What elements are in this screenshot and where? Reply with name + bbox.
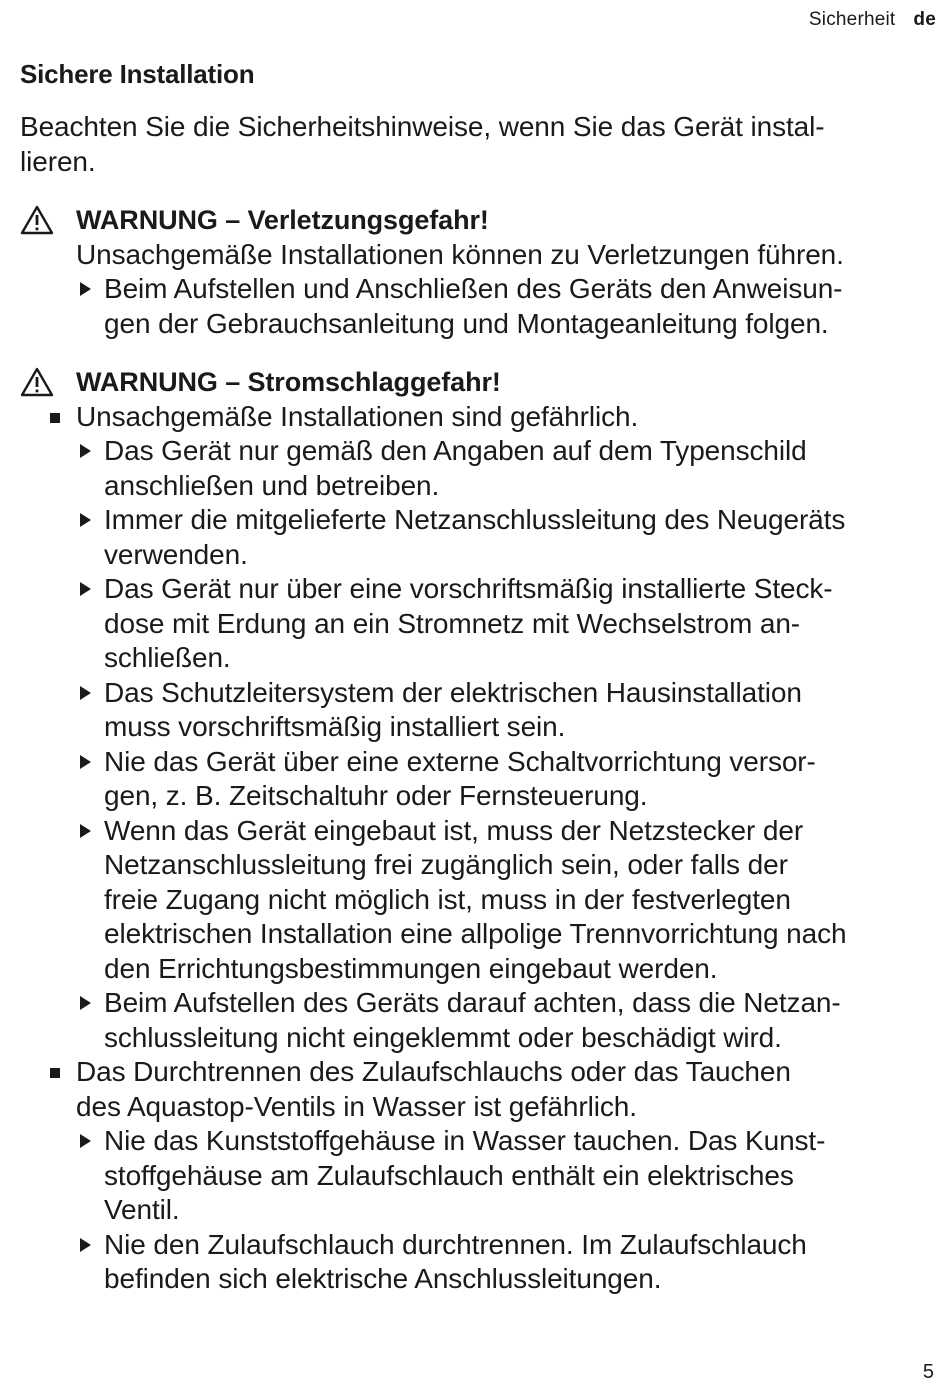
arrow-bullet-icon [80,513,91,527]
action-list [20,1124,940,1297]
action-text: Immer die mitgelieferte Netzanschlussleitung des Neugeräts verwenden. [104,504,846,570]
page-number: 5 [922,1361,934,1383]
hazard-item [20,1055,940,1297]
action-item [20,434,940,503]
arrow-bullet-icon [80,755,91,769]
warning-triangle-icon [20,367,54,397]
arrow-bullet-icon [80,686,91,700]
action-text: Beim Aufstellen des Geräts darauf achten, dass die Netzan- schlussleitung nicht eingeklemmt oder beschädigt wird. [104,987,841,1053]
action-text: Wenn das Gerät eingebaut ist, muss der Netzstecker der Netzanschlussleitung frei zugänglich sein, oder falls der freie Zugang nicht möglich ist, muss in der festverlegten elektrischen Installation eine allpolige Trennvorrichtung nach den Errichtungsbestimmungen eingebaut werden. [104,814,847,984]
arrow-bullet-icon [80,1134,91,1148]
arrow-bullet-icon [80,996,91,1010]
action-text: Nie das Gerät über eine externe Schaltvorrichtung versor- gen, z. B. Zeitschaltuhr oder Fernsteuerung. [104,745,816,811]
hazard-text: Unsachgemäße Installationen sind gefährlich. [20,400,940,435]
action-text: Nie den Zulaufschlauch durchtrennen. Im Zulaufschlauch befinden sich elektrische Anschlussleitungen. [104,1228,807,1294]
action-item [20,676,940,745]
warning-triangle-icon [20,205,54,235]
intro-text: Beachten Sie die Sicherheitshinweise, wenn Sie das Gerät instal- lieren. [20,111,825,177]
warning-text: Unsachgemäße Installationen können zu Verletzungen führen. [76,238,844,270]
action-item [20,814,940,987]
arrow-bullet-icon [80,824,91,838]
warning-title [20,203,940,238]
action-text: Das Gerät nur über eine vorschriftsmäßig installierte Steck- dose mit Erdung an ein Stromnetz mit Wechselstrom an- schließen. [104,573,833,673]
action-text: Beim Aufstellen und Anschließen des Geräts den Anweisun- gen der Gebrauchsanleitung und Montageanleitung folgen. [104,273,843,339]
page-title: Sichere Installation [20,59,255,89]
warning-electric-shock [20,365,940,1297]
action-item [20,503,940,572]
hazard-item [20,400,940,1056]
square-bullet-icon [50,1068,60,1078]
warning-title-text: WARNUNG – Stromschlaggefahr! [76,367,501,397]
header-section: Sicherheit [808,9,896,30]
action-item [20,745,940,814]
warning-title-text: WARNUNG – Verletzungsgefahr! [76,205,489,235]
page-content [20,56,940,1297]
action-item [20,986,940,1055]
arrow-bullet-icon [80,582,91,596]
action-item [20,1124,940,1228]
action-item [20,572,940,676]
action-item [20,1228,940,1297]
action-text: Nie das Kunststoffgehäuse in Wasser tauchen. Das Kunst- stoffgehäuse am Zulaufschlauch enthält ein elektrisches Ventil. [104,1125,826,1225]
header-language: de [913,9,936,30]
action-list [20,434,940,1055]
warning-title [20,365,940,400]
hazard-list [20,400,940,1297]
action-text: Das Schutzleitersystem der elektrischen Hausinstallation muss vorschriftsmäßig installiert sein. [104,676,802,742]
hazard-text: Das Durchtrennen des Zulaufschlauchs oder das Tauchen des Aquastop-Ventils in Wasser ist gefährlich. [20,1055,940,1124]
action-text: Das Gerät nur gemäß den Angaben auf dem Typenschild anschließen und betreiben. [104,435,807,501]
warning-injury [20,203,940,341]
action-item [20,272,940,341]
action-list [20,272,940,341]
arrow-bullet-icon [80,1238,91,1252]
running-header [809,8,936,32]
arrow-bullet-icon [80,444,91,458]
square-bullet-icon [50,413,60,423]
arrow-bullet-icon [80,282,91,296]
